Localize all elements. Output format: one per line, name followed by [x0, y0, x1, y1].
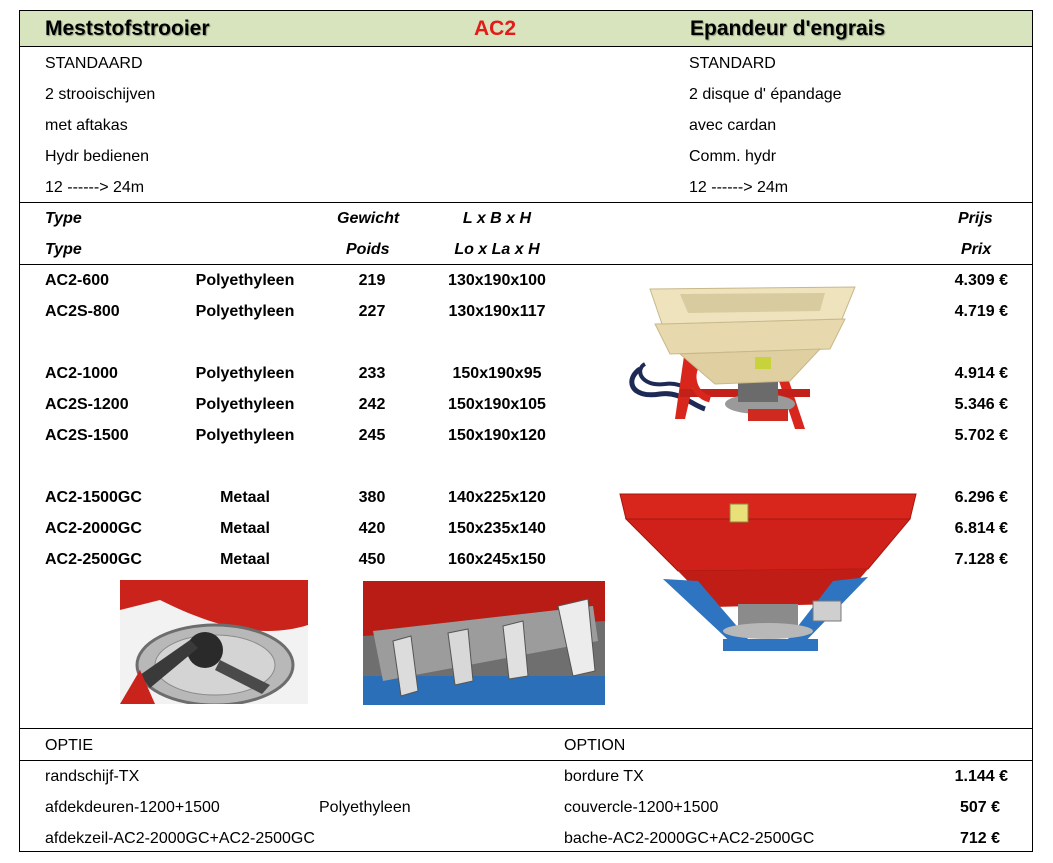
- title-dutch: Meststofstrooier: [45, 17, 210, 40]
- standard-line: 2 disque d' épandage: [689, 86, 842, 103]
- product-dims: 150x190x95: [452, 365, 542, 382]
- option-name-french: couvercle-1200+1500: [564, 799, 719, 816]
- option-material: Polyethyleen: [319, 799, 411, 816]
- divider: [20, 202, 1032, 203]
- product-price: 4.309 €: [954, 272, 1008, 289]
- product-price: 4.914 €: [954, 365, 1008, 382]
- product-material: Metaal: [220, 551, 270, 568]
- product-material: Polyethyleen: [195, 272, 295, 289]
- col-type-nl: Type: [45, 210, 82, 227]
- option-name-french: bache-AC2-2000GC+AC2-2500GC: [564, 830, 815, 847]
- product-material: Polyethyleen: [195, 396, 295, 413]
- options-label-french: OPTION: [564, 737, 626, 754]
- standard-line: avec cardan: [689, 117, 777, 134]
- product-weight: 227: [358, 303, 386, 320]
- product-material: Metaal: [220, 520, 270, 537]
- standard-line: Hydr bedienen: [45, 148, 150, 165]
- standard-line: 12 ------> 24m: [689, 179, 789, 196]
- product-weight: 245: [358, 427, 386, 444]
- product-type: AC2-2000GC: [45, 520, 142, 537]
- option-name-dutch: afdekzeil-AC2-2000GC+AC2-2500GC: [45, 830, 315, 847]
- product-price: 5.702 €: [954, 427, 1008, 444]
- option-name-dutch: afdekdeuren-1200+1500: [45, 799, 220, 816]
- col-weight-nl: Gewicht: [337, 210, 400, 227]
- col-price-fr: Prix: [961, 241, 992, 258]
- product-dims: 150x190x120: [448, 427, 546, 444]
- product-dims: 160x245x150: [448, 551, 546, 568]
- standard-line: Comm. hydr: [689, 148, 777, 165]
- option-price: 507 €: [959, 799, 1000, 816]
- product-price: 7.128 €: [954, 551, 1008, 568]
- option-price: 1.144 €: [954, 768, 1008, 785]
- product-type: AC2-1000: [45, 365, 118, 382]
- spreading-vanes-closeup-photo: [363, 581, 605, 705]
- product-weight: 450: [358, 551, 386, 568]
- col-weight-fr: Poids: [346, 241, 390, 258]
- divider: [20, 264, 1032, 265]
- product-type: AC2-600: [45, 272, 110, 289]
- product-price: 6.814 €: [954, 520, 1008, 537]
- option-name-dutch: randschijf-TX: [45, 768, 140, 785]
- product-type: AC2S-1200: [45, 396, 129, 413]
- product-weight: 242: [358, 396, 386, 413]
- product-type: AC2-1500GC: [45, 489, 142, 506]
- product-price: 4.719 €: [954, 303, 1008, 320]
- polyethylene-spreader-photo: [620, 269, 870, 449]
- product-material: Metaal: [220, 489, 270, 506]
- product-type: AC2S-800: [45, 303, 120, 320]
- product-weight: 233: [358, 365, 386, 382]
- divider: [20, 760, 1032, 761]
- col-type-fr: Type: [45, 241, 82, 258]
- standard-line: STANDARD: [689, 55, 776, 72]
- spreading-disc-closeup-photo: [120, 580, 308, 704]
- product-material: Polyethyleen: [195, 365, 295, 382]
- model-name: AC2: [474, 17, 517, 40]
- product-dims: 130x190x100: [448, 272, 546, 289]
- product-type: AC2-2500GC: [45, 551, 142, 568]
- col-dims-nl: L x B x H: [462, 210, 532, 227]
- options-label-dutch: OPTIE: [45, 737, 94, 754]
- product-weight: 380: [358, 489, 386, 506]
- option-name-french: bordure TX: [564, 768, 644, 785]
- product-weight: 219: [358, 272, 386, 289]
- divider: [20, 728, 1032, 729]
- product-material: Polyethyleen: [195, 427, 295, 444]
- standard-line: STANDAARD: [45, 55, 143, 72]
- product-dims: 150x190x105: [448, 396, 546, 413]
- title-french: Epandeur d'engrais: [690, 17, 886, 40]
- product-dims: 130x190x117: [448, 303, 546, 320]
- price-sheet: [19, 10, 1033, 852]
- col-dims-fr: Lo x La x H: [454, 241, 540, 258]
- product-type: AC2S-1500: [45, 427, 129, 444]
- standard-line: 2 strooischijven: [45, 86, 156, 103]
- metal-spreader-photo: [618, 489, 920, 671]
- product-price: 6.296 €: [954, 489, 1008, 506]
- product-price: 5.346 €: [954, 396, 1008, 413]
- product-dims: 150x235x140: [448, 520, 546, 537]
- product-dims: 140x225x120: [448, 489, 546, 506]
- standard-line: met aftakas: [45, 117, 128, 134]
- product-material: Polyethyleen: [195, 303, 295, 320]
- product-weight: 420: [358, 520, 386, 537]
- option-price: 712 €: [959, 830, 1000, 847]
- col-price-nl: Prijs: [958, 210, 993, 227]
- standard-line: 12 ------> 24m: [45, 179, 145, 196]
